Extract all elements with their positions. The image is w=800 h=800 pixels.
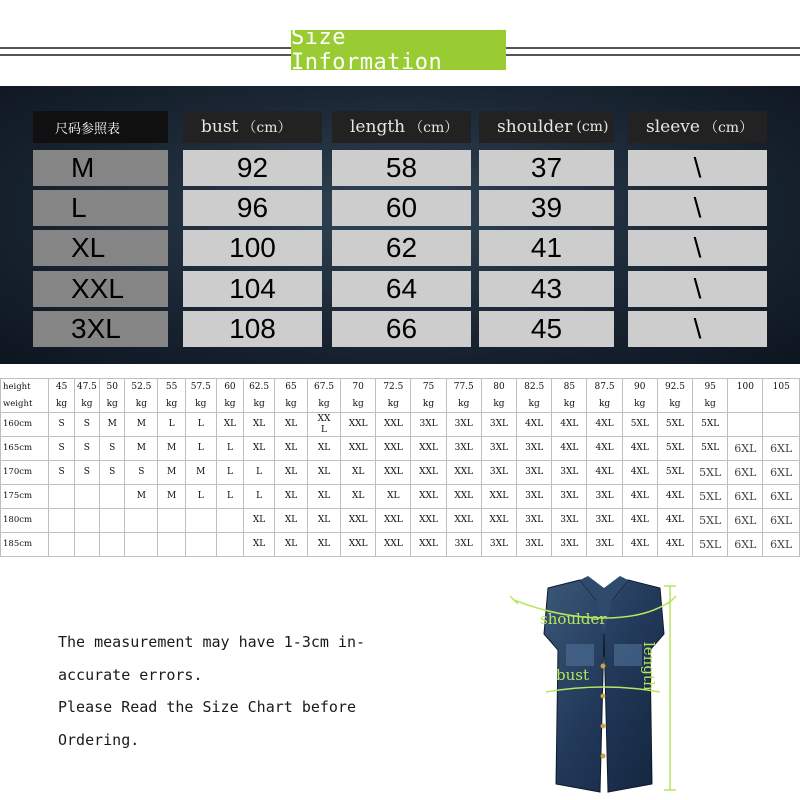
size-cell xyxy=(216,533,244,557)
weight-unit: kg xyxy=(587,397,622,413)
table-row xyxy=(1,413,800,437)
size-cell xyxy=(185,509,216,533)
size-cell: 5XL xyxy=(693,413,728,437)
left-pocket xyxy=(566,644,594,666)
size-cell: XL xyxy=(275,413,308,437)
size-cell: S xyxy=(74,437,99,461)
weight-value: 100 xyxy=(728,379,763,397)
size-cell: 5XL xyxy=(657,461,692,485)
weight-value: 60 xyxy=(216,379,244,397)
size-cell: S xyxy=(74,413,99,437)
size-cell: 5XL xyxy=(693,485,728,509)
size-cell: 3XL xyxy=(446,413,481,437)
size-cell: 3XL xyxy=(517,485,552,509)
size-cell: M xyxy=(125,437,158,461)
size-cell: XXL xyxy=(341,533,376,557)
size-cell: 3XL xyxy=(481,461,516,485)
weight-unit: kg xyxy=(622,397,657,413)
weight-unit: kg xyxy=(376,397,411,413)
size-cell: 3XL xyxy=(587,509,622,533)
size-cell: 6XL xyxy=(763,485,800,509)
weight-value: 45 xyxy=(49,379,74,397)
page-title: Size Information xyxy=(291,30,506,70)
size-cell: XXL xyxy=(411,533,446,557)
size-cell: L xyxy=(216,461,244,485)
size-cell: XXL xyxy=(376,461,411,485)
size-cell: M xyxy=(158,461,186,485)
height-cell: 175cm xyxy=(1,485,49,509)
size-value-cell: 43 xyxy=(479,271,614,307)
weight-unit: kg xyxy=(552,397,587,413)
height-cell: 180cm xyxy=(1,509,49,533)
weight-value: 52.5 xyxy=(125,379,158,397)
size-cell xyxy=(125,509,158,533)
size-cell: S xyxy=(100,437,125,461)
size-cell: 4XL xyxy=(622,509,657,533)
size-value-cell: 66 xyxy=(332,311,471,347)
size-cell: 6XL xyxy=(728,509,763,533)
size-cell: M xyxy=(125,413,158,437)
size-cell: XXL xyxy=(446,461,481,485)
height-cell: 165cm xyxy=(1,437,49,461)
size-chart-header-cell xyxy=(628,111,767,143)
size-cell: M xyxy=(125,485,158,509)
size-label-cell: 3XL xyxy=(33,311,168,347)
size-cell: 6XL xyxy=(763,509,800,533)
size-cell: XXL xyxy=(481,485,516,509)
size-cell: XXL xyxy=(341,413,376,437)
size-cell: XXL xyxy=(481,509,516,533)
weight-unit-empty xyxy=(763,397,800,413)
size-cell: XL xyxy=(275,533,308,557)
size-cell: 6XL xyxy=(728,485,763,509)
weight-value: 85 xyxy=(552,379,587,397)
size-cell: 3XL xyxy=(517,509,552,533)
measurement-note xyxy=(58,626,398,756)
size-cell: XL xyxy=(308,509,341,533)
size-cell: 6XL xyxy=(728,461,763,485)
weight-unit: kg xyxy=(693,397,728,413)
weight-unit: kg xyxy=(158,397,186,413)
size-cell: S xyxy=(49,461,74,485)
weight-unit: kg xyxy=(125,397,158,413)
weight-value: 90 xyxy=(622,379,657,397)
weight-value: 57.5 xyxy=(185,379,216,397)
size-value-cell: \ xyxy=(628,271,767,307)
size-cell: 5XL xyxy=(693,437,728,461)
size-cell: XL xyxy=(244,413,275,437)
size-cell: L xyxy=(244,485,275,509)
weight-value: 70 xyxy=(341,379,376,397)
size-cell: 3XL xyxy=(552,533,587,557)
size-cell: XX L xyxy=(308,413,341,437)
size-cell: 6XL xyxy=(728,533,763,557)
size-cell: 4XL xyxy=(587,413,622,437)
size-label-cell: XL xyxy=(33,230,168,266)
table-row xyxy=(1,533,800,557)
column-unit: （cm） xyxy=(703,120,754,136)
size-cell: XXL xyxy=(411,437,446,461)
size-cell xyxy=(185,533,216,557)
size-chart-header-cell xyxy=(332,111,471,143)
size-value-cell: \ xyxy=(628,311,767,347)
size-value-cell: 96 xyxy=(183,190,322,226)
size-cell xyxy=(100,533,125,557)
weight-value: 77.5 xyxy=(446,379,481,397)
size-cell: 3XL xyxy=(481,413,516,437)
size-cell: XL xyxy=(376,485,411,509)
size-value-cell: 58 xyxy=(332,150,471,186)
column-unit: （cm） xyxy=(242,120,292,136)
size-cell: S xyxy=(49,413,74,437)
size-cell: XL xyxy=(244,509,275,533)
right-pocket xyxy=(614,644,642,666)
weight-value: 47.5 xyxy=(74,379,99,397)
size-value-cell: 100 xyxy=(183,230,322,266)
size-cell xyxy=(100,509,125,533)
size-cell xyxy=(49,485,74,509)
size-cell xyxy=(125,533,158,557)
shoulder-label: shoulder xyxy=(540,610,607,628)
height-cell: 185cm xyxy=(1,533,49,557)
size-cell: XXL xyxy=(446,509,481,533)
size-label-cell: M xyxy=(33,150,168,186)
size-cell: 3XL xyxy=(517,437,552,461)
size-cell: M xyxy=(100,413,125,437)
size-cell: L xyxy=(185,485,216,509)
size-cell: 4XL xyxy=(657,509,692,533)
size-cell xyxy=(158,533,186,557)
size-cell xyxy=(74,533,99,557)
weight-unit: kg xyxy=(49,397,74,413)
size-cell xyxy=(763,413,800,437)
size-chart-header-cell xyxy=(479,111,614,143)
column-name: shoulder xyxy=(497,117,573,137)
size-value-cell: 64 xyxy=(332,271,471,307)
size-value-cell: 104 xyxy=(183,271,322,307)
weight-unit: kg xyxy=(216,397,244,413)
size-cell: 4XL xyxy=(622,533,657,557)
size-cell: L xyxy=(185,437,216,461)
size-cell: 3XL xyxy=(481,533,516,557)
note-line: Ordering. xyxy=(58,730,140,749)
size-value-cell: \ xyxy=(628,230,767,266)
size-cell: 3XL xyxy=(517,533,552,557)
size-cell: S xyxy=(74,461,99,485)
weight-unit-empty xyxy=(728,397,763,413)
weight-unit: kg xyxy=(275,397,308,413)
weight-unit: kg xyxy=(341,397,376,413)
weight-unit: kg xyxy=(244,397,275,413)
size-cell: XXL xyxy=(411,485,446,509)
weight-value: 67.5 xyxy=(308,379,341,397)
table-row xyxy=(1,461,800,485)
size-cell: XXL xyxy=(376,509,411,533)
height-label: height xyxy=(1,379,49,397)
size-value-cell: 45 xyxy=(479,311,614,347)
weight-unit: kg xyxy=(185,397,216,413)
weight-value: 82.5 xyxy=(517,379,552,397)
size-value-cell: 39 xyxy=(479,190,614,226)
size-cell: XXL xyxy=(341,509,376,533)
weight-height-table xyxy=(0,378,800,557)
size-cell: XL xyxy=(308,461,341,485)
note-line: accurate errors. xyxy=(58,665,203,684)
size-chart-panel xyxy=(0,86,800,364)
size-value-cell: \ xyxy=(628,190,767,226)
column-name: sleeve xyxy=(646,117,700,137)
weight-unit: kg xyxy=(100,397,125,413)
size-cell xyxy=(74,509,99,533)
size-cell: XL xyxy=(341,461,376,485)
size-cell: 5XL xyxy=(693,509,728,533)
size-cell: XXL xyxy=(446,485,481,509)
size-cell: XL xyxy=(275,485,308,509)
size-cell: 6XL xyxy=(763,437,800,461)
size-value-cell: 92 xyxy=(183,150,322,186)
weight-unit: kg xyxy=(446,397,481,413)
size-cell xyxy=(100,485,125,509)
weight-unit: kg xyxy=(74,397,99,413)
weight-value: 62.5 xyxy=(244,379,275,397)
size-cell: 3XL xyxy=(552,509,587,533)
size-cell: 3XL xyxy=(481,437,516,461)
size-cell xyxy=(158,509,186,533)
size-cell: XL xyxy=(275,461,308,485)
size-cell: XL xyxy=(244,437,275,461)
size-cell: XL xyxy=(308,533,341,557)
size-cell: 4XL xyxy=(622,485,657,509)
size-cell: M xyxy=(158,485,186,509)
size-cell: 3XL xyxy=(411,413,446,437)
size-cell: XXL xyxy=(341,437,376,461)
size-cell: XXL xyxy=(411,461,446,485)
weight-unit: kg xyxy=(657,397,692,413)
weight-value: 80 xyxy=(481,379,516,397)
column-name: length xyxy=(350,117,406,137)
table-row xyxy=(1,509,800,533)
weight-value: 105 xyxy=(763,379,800,397)
column-unit: (cm) xyxy=(576,119,609,135)
size-cell: 3XL xyxy=(552,485,587,509)
size-chart-corner-label: 尺码参照表 xyxy=(33,111,168,143)
weight-unit: kg xyxy=(308,397,341,413)
size-cell: L xyxy=(216,437,244,461)
size-cell: XL xyxy=(275,437,308,461)
size-value-cell: \ xyxy=(628,150,767,186)
weight-unit: kg xyxy=(411,397,446,413)
size-cell: S xyxy=(49,437,74,461)
size-label-cell: L xyxy=(33,190,168,226)
size-chart-header-cell xyxy=(183,111,322,143)
weight-value: 50 xyxy=(100,379,125,397)
size-cell: 4XL xyxy=(552,437,587,461)
size-cell xyxy=(49,509,74,533)
size-cell: M xyxy=(158,437,186,461)
size-cell: 5XL xyxy=(657,437,692,461)
size-cell xyxy=(74,485,99,509)
note-line: Please Read the Size Chart before xyxy=(58,698,357,716)
size-cell: 6XL xyxy=(763,533,800,557)
size-cell: 5XL xyxy=(693,461,728,485)
size-cell: M xyxy=(185,461,216,485)
size-cell: S xyxy=(100,461,125,485)
size-cell: XXL xyxy=(376,437,411,461)
size-cell xyxy=(49,533,74,557)
size-cell xyxy=(216,509,244,533)
size-cell xyxy=(728,413,763,437)
weight-value: 75 xyxy=(411,379,446,397)
size-value-cell: 62 xyxy=(332,230,471,266)
column-unit: （cm） xyxy=(409,120,459,136)
weight-value: 92.5 xyxy=(657,379,692,397)
size-cell: 4XL xyxy=(657,485,692,509)
size-cell: 4XL xyxy=(622,461,657,485)
weight-value: 87.5 xyxy=(587,379,622,397)
weight-value: 65 xyxy=(275,379,308,397)
size-value-cell: 60 xyxy=(332,190,471,226)
size-cell: 3XL xyxy=(587,533,622,557)
size-cell: XL xyxy=(216,413,244,437)
column-name: bust xyxy=(201,117,239,137)
size-cell: 3XL xyxy=(517,461,552,485)
size-cell: 3XL xyxy=(552,461,587,485)
note-line: The measurement may have 1-3cm in- xyxy=(58,633,366,651)
size-cell: 4XL xyxy=(622,437,657,461)
vest-illustration xyxy=(500,574,710,798)
size-cell: 3XL xyxy=(587,485,622,509)
size-cell: 6XL xyxy=(763,461,800,485)
size-cell: 5XL xyxy=(622,413,657,437)
size-cell: XL xyxy=(341,485,376,509)
size-cell: XL xyxy=(308,437,341,461)
size-value-cell: 41 xyxy=(479,230,614,266)
height-cell: 170cm xyxy=(1,461,49,485)
size-cell: L xyxy=(244,461,275,485)
size-cell: 4XL xyxy=(587,437,622,461)
size-cell: 6XL xyxy=(728,437,763,461)
bust-label: bust xyxy=(556,666,589,684)
table-row xyxy=(1,485,800,509)
weight-value: 95 xyxy=(693,379,728,397)
table-row xyxy=(1,437,800,461)
weight-value: 72.5 xyxy=(376,379,411,397)
size-cell: 3XL xyxy=(446,533,481,557)
weight-value: 55 xyxy=(158,379,186,397)
size-cell: 4XL xyxy=(552,413,587,437)
size-cell: 4XL xyxy=(517,413,552,437)
size-cell: XL xyxy=(244,533,275,557)
size-cell: 4XL xyxy=(657,533,692,557)
size-cell: XXL xyxy=(411,509,446,533)
weight-unit: kg xyxy=(481,397,516,413)
size-value-cell: 108 xyxy=(183,311,322,347)
size-cell: 3XL xyxy=(446,437,481,461)
size-cell: 5XL xyxy=(693,533,728,557)
size-label-cell: XXL xyxy=(33,271,168,307)
size-cell: 5XL xyxy=(657,413,692,437)
size-cell: 4XL xyxy=(587,461,622,485)
size-value-cell: 37 xyxy=(479,150,614,186)
size-cell: XL xyxy=(308,485,341,509)
size-cell: XXL xyxy=(376,533,411,557)
weight-unit: kg xyxy=(517,397,552,413)
size-cell: XL xyxy=(275,509,308,533)
size-cell: L xyxy=(185,413,216,437)
size-cell: L xyxy=(158,413,186,437)
size-cell: L xyxy=(216,485,244,509)
length-label: length xyxy=(640,642,658,691)
weight-label: weight xyxy=(1,397,49,413)
size-cell: XXL xyxy=(376,413,411,437)
denim-vest-image xyxy=(500,574,710,798)
height-cell: 160cm xyxy=(1,413,49,437)
size-cell: S xyxy=(125,461,158,485)
